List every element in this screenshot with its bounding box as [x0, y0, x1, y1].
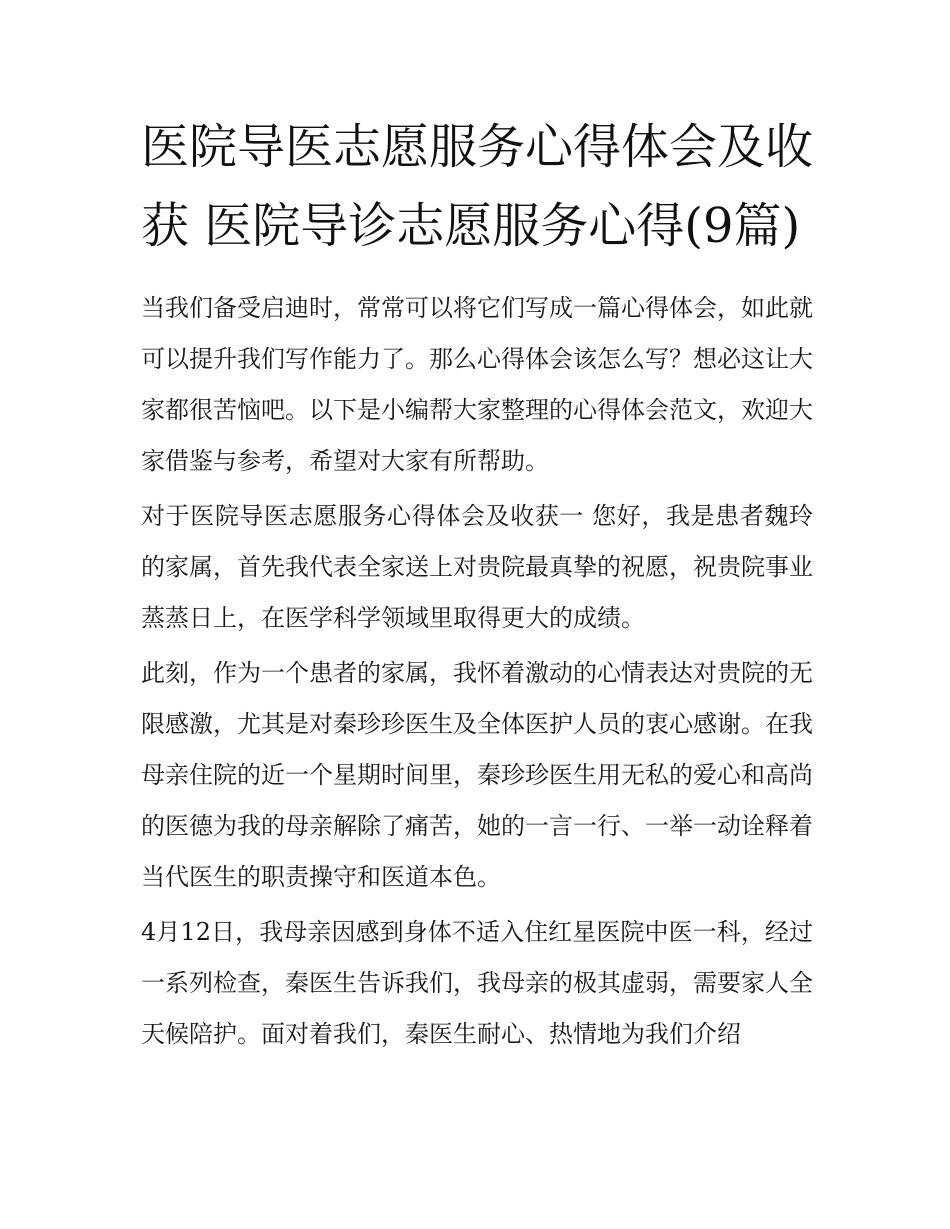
document-title: 医院导医志愿服务心得体会及收获 医院导诊志愿服务心得(9篇): [141, 119, 814, 254]
document-body: [141, 108, 813, 1060]
paragraph-3: 4月12日，我母亲因感到身体不适入住红星医院中医一科，经过一系列检查，秦医生告诉我们，我母亲的极其虚弱，需要家人全天候陪护。面对着我们，秦医生耐心、热情地为我们介绍: [141, 918, 813, 1048]
paragraph-intro: 当我们备受启迪时，常常可以将它们写成一篇心得体会，如此就可以提升我们写作能力了。那么心得体会该怎么写？想必这让大家都很苦恼吧。以下是小编帮大家整理的心得体会范文，欢迎大家借鉴与参考，希望对大家有所帮助。: [141, 294, 813, 475]
paragraph-1: 对于医院导医志愿服务心得体会及收获一 您好，我是患者魏玲的家属，首先我代表全家送上对贵院最真挚的祝愿，祝贵院事业蒸蒸日上，在医学科学领域里取得更大的成绩。: [141, 502, 813, 632]
paragraph-2: 此刻，作为一个患者的家属，我怀着激动的心情表达对贵院的无限感激，尤其是对秦珍珍医生及全体医护人员的衷心感谢。在我母亲住院的近一个星期时间里，秦珍珍医生用无私的爱心和高尚的医德为我的母亲解除了痛苦，她的一言一行、一举一动诠释着当代医生的职责操守和医道本色。: [141, 659, 813, 891]
